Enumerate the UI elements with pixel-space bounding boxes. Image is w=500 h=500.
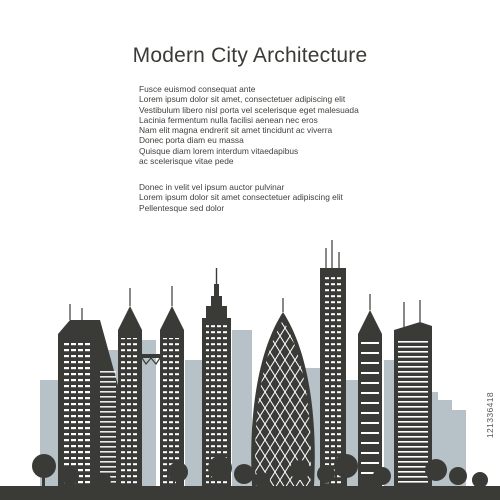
- city-skyline-illustration: [0, 230, 500, 500]
- body-paragraph-1: [139, 84, 359, 166]
- paragraph-line: ac scelerisque vitae pede: [139, 156, 234, 167]
- poster-title: Modern City Architecture: [132, 44, 368, 67]
- paragraph-line: Pellentesque sed dolor: [139, 202, 225, 213]
- paragraph-line: Donec porta diam eu massa: [139, 135, 244, 146]
- paragraph-line: Fusce euismod consequat ante: [139, 84, 256, 94]
- paragraph-line: Quisque diam lorem interdum vitaedapibus: [139, 145, 299, 156]
- stock-watermark-id: 121336418: [485, 392, 495, 439]
- paragraph-line: Donec in velit vel ipsum auctor pulvinar: [139, 182, 285, 192]
- paragraph-line: Nam elit magna endrerit sit amet tincidunt ac viverra: [139, 125, 333, 136]
- body-paragraph-2: [139, 182, 343, 213]
- paragraph-line: Lorem ipsum dolor sit amet consectetuer adipiscing elit: [139, 192, 343, 203]
- paragraph-line: Lorem ipsum dolor sit amet, consectetuer adipiscing elit: [139, 94, 346, 105]
- paragraph-line: Lacinia fermentum nulla facilisi aenean nec eros: [139, 114, 318, 125]
- paragraph-line: Vestibulum libero nisl porta vel scelerisque eget malesuada: [139, 104, 359, 115]
